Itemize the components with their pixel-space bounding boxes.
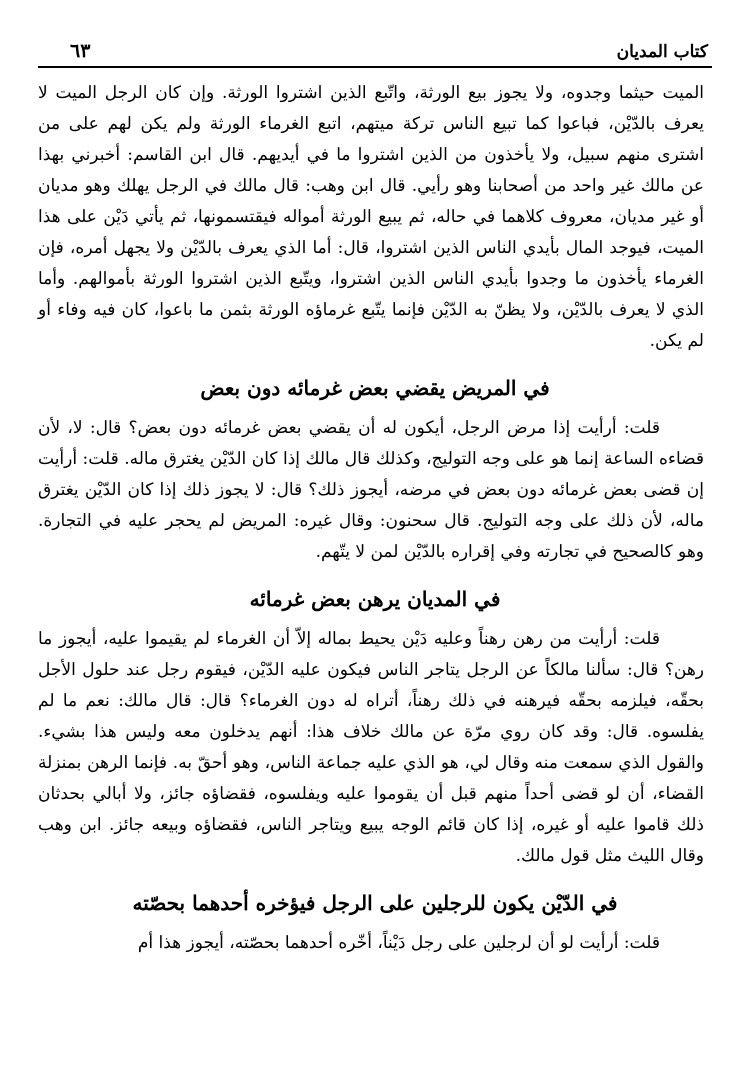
- section-paragraph-debtor-pledge: قلت: أرأيت من رهن رهناً وعليه دَيْن يحيط بماله إلاّ أن الغرماء لم يقيموا عليه، أيجوز ما رهن؟ قال: سألنا مالكاً عن الرجل يتاجر الناس فيكون عليه الدّيْن، فيقوم رجل عند حلول الأجل بحقّه، فيلزمه بحقّه فيرهنه في ذلك رهناً، أتراه له دون الغرماء؟ قال: قال مالك: نعم ما لم يفلسوه. قال: وقد كان روي مرّة عن مالك خلاف هذا: أنهم يدخلون معه وليس هذا بشيء. والقول الذي سمعت منه وقال لي، هو الذي عليه جماعة الناس، وهو أحقّ به. فإنما الرهن بمنزلة القضاء، أن لو قضى أحداً منهم قبل أن يقوموا عليه ويفلسوه، فقضاؤه جائز، ولا أبالي بحدثان ذلك قاموا عليه أو غيره، إذا كان قائم الوجه يبيع ويتاجر الناس، فقضاؤه وبيعه جائز. ابن وهب وقال الليث مثل قول مالك.: [38, 629, 704, 866]
- section-paragraph-sick-debtor: قلت: أرأيت إذا مرض الرجل، أيكون له أن يقضي بعض غرمائه دون بعض؟ قال: لا، لأن قضاءه الساعة إنما هو على وجه التوليج، وكذلك قال مالك إذا كان الدّيْن يغترق ماله. قلت: أرأيت إن قضى بعض غرمائه دون بعض في مرضه، أيجوز ذلك؟ قال: لا يجوز ذلك إذا كان الدّيْن يغترق ماله، لأن ذلك على وجه التوليج. قال سحنون: وقال غيره: المريض لم يحجر عليه في التجارة. وهو كالصحيح في تجارته وفي إقراره بالدّيْن لمن لا يتّهم.: [38, 418, 704, 562]
- intro-paragraph: الميت حيثما وجدوه، ولا يجوز بيع الورثة، واتّبع الذين اشتروا الورثة. وإن كان الرجل الميت لا يعرف بالدّيْن، فباعوا كما تبيع الناس تركة ميتهم، اتبع الغرماء الورثة ولم يكن لهم على من اشترى منهم سبيل، ولا يأخذون من الذين اشتروا ما في أيديهم. قال ابن القاسم: أخبرني بهذا عن مالك غير واحد من أصحابنا وهو رأيي. قال ابن وهب: قال مالك في الرجل يهلك وهو مديان أو غير مديان، معروف كلاهما في حاله، ثم يبيع الورثة أمواله فيقتسمونها، ثم يأتي دَيْن على هذا الميت، فيوجد المال بأيدي الناس الذين اشتروا، قال: أما الذي يعرف بالدّيْن ولا يجهل أمره، فإن الغرماء يأخذون ما وجدوا بأيدي الناس الذين اشتروا، ويتّبع الذين اشتروا الورثة بأموالهم. وأما الذي لا يعرف بالدّيْن، ولا يظنّ به الدّيْن فإنما يتّبع غرماؤه الورثة بثمن ما باعوا، كان فيه وفاء أو لم يكن.: [38, 83, 704, 351]
- section-paragraph-shared-debt: قلت: أرأيت لو أن لرجلين على رجل دَيْناً، أخّره أحدهما بحصّته، أيجوز هذا أم: [137, 933, 660, 953]
- book-title: كتاب المديان: [616, 42, 708, 62]
- page-content: [38, 78, 712, 959]
- running-head: [38, 32, 712, 68]
- section-heading-shared-debt: في الدّيْن يكون للرجلين على الرجل فيؤخره أحدهما بحصّته: [132, 891, 618, 915]
- section-heading-debtor-pledge: في المديان يرهن بعض غرمائه: [249, 587, 501, 611]
- page-number: ٦٣: [70, 40, 91, 62]
- section-heading-sick-debtor: في المريض يقضي بعض غرمائه دون بعض: [200, 376, 550, 400]
